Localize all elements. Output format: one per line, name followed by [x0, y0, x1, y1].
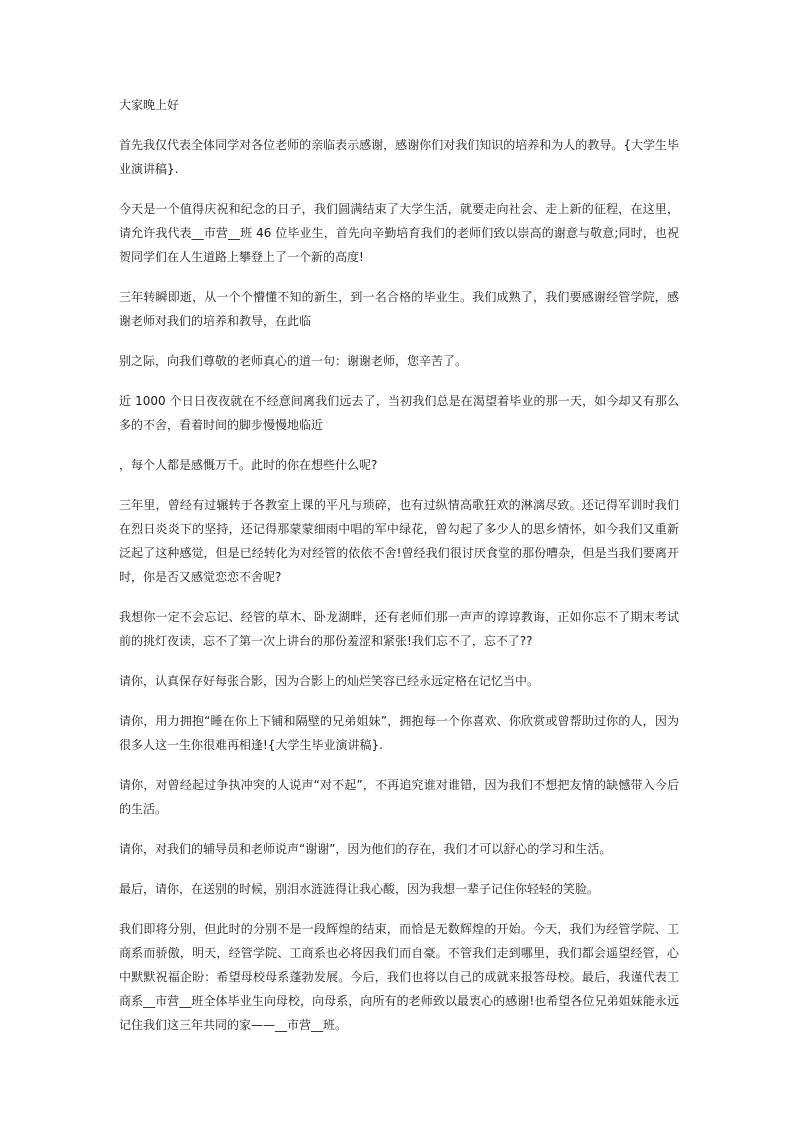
paragraph-closing: 我们即将分别，但此时的分别不是一段辉煌的结束，而恰是无数辉煌的开始。今天，我们为经管学院、工商系而骄傲，明天，经管学院、工商系也必将因我们而自豪。不管我们走到哪里，我们都会遥望经管，心中默默祝福企盼：希望母校母系蓬勃发展。今后，我们也将以自己的成就来报答母校。最后，我谨代表工商系__市营__班全体毕业生向母校，向母系，向所有的老师致以最衷心的感谢!也希望各位兄弟姐妹能永远记住我们这三年共同的家——__市营__班。 [119, 922, 679, 1032]
paragraph-memories: 三年里，曾经有过辗转于各教室上课的平凡与琐碎，也有过纵情高歌狂欢的淋漓尽致。还记得军训时我们在烈日炎炎下的坚持，还记得那蒙蒙细雨中唱的军中绿花，曾勾起了多少人的思乡情怀，如今我们又重新泛起了这种感觉，但是已经转化为对经管的依依不舍!曾经我们很讨厌食堂的那份嘈杂，但是当我们要离开时，你是否又感觉恋恋不舍呢? [119, 498, 679, 584]
paragraph-never-forget: 我想你一定不会忘记、经管的草木、卧龙湖畔，还有老师们那一声声的谆谆教诲，正如你忘不了期末考试前的挑灯夜读，忘不了第一次上讲台的那份羞涩和紧张!我们忘不了，忘不了?? [119, 610, 679, 648]
paragraph-photos: 请你，认真保存好每张合影，因为合影上的灿烂笑容已经永远定格在记忆当中。 [119, 674, 540, 688]
greeting: 大家晚上好 [119, 98, 180, 112]
paragraph-thanks: 首先我仅代表全体同学对各位老师的亲临表示感谢，感谢你们对我们知识的培养和为人的教导。{大学生毕业演讲稿}. [119, 138, 679, 176]
paragraph-farewell: 别之际，向我们尊敬的老师真心的道一句：谢谢老师，您辛苦了。 [119, 354, 468, 368]
paragraph-thank-teachers: 请你，对我们的辅导员和老师说声“谢谢”，因为他们的存在，我们才可以舒心的学习和生活。 [119, 842, 612, 856]
document-page [119, 93, 679, 1053]
paragraph-celebration: 今天是一个值得庆祝和纪念的日子，我们圆满结束了大学生活，就要走向社会、走上新的征程，在这里，请允许我代表__市营__班 46 位毕业生，首先向辛勤培育我们的老师们致以崇高的谢意与敬意;同时，也祝贺同学们在人生道路上攀登上了一个新的高度! [119, 202, 679, 264]
paragraph-goodbye: 最后，请你，在送别的时候，别泪水涟涟得让我心酸，因为我想一辈子记住你轻轻的笑脸。 [119, 882, 600, 896]
paragraph-sorry: 请你，对曾经起过争执冲突的人说声“对不起”，不再追究谁对谁错，因为我们不想把友情的缺憾带入今后的生活。 [119, 778, 679, 816]
paragraph-three-years: 三年转瞬即逝，从一个个懵懂不知的新生，到一名合格的毕业生。我们成熟了，我们要感谢经管学院，感谢老师对我们的培养和教导，在此临 [119, 290, 679, 328]
paragraph-hug: 请你，用力拥抱“睡在你上下铺和隔壁的兄弟姐妹”，拥抱每一个你喜欢、你欣赏或曾帮助过你的人，因为很多人这一生你很难再相逢!{大学生毕业演讲稿}. [119, 714, 679, 752]
paragraph-days: 近 1000 个日日夜夜就在不经意间离我们远去了，当初我们总是在渴望着毕业的那一天，如今却又有那么多的不舍，看着时间的脚步慢慢地临近 [119, 394, 679, 432]
paragraph-feelings: ，每个人都是感慨万千。此时的你在想些什么呢? [119, 458, 378, 472]
